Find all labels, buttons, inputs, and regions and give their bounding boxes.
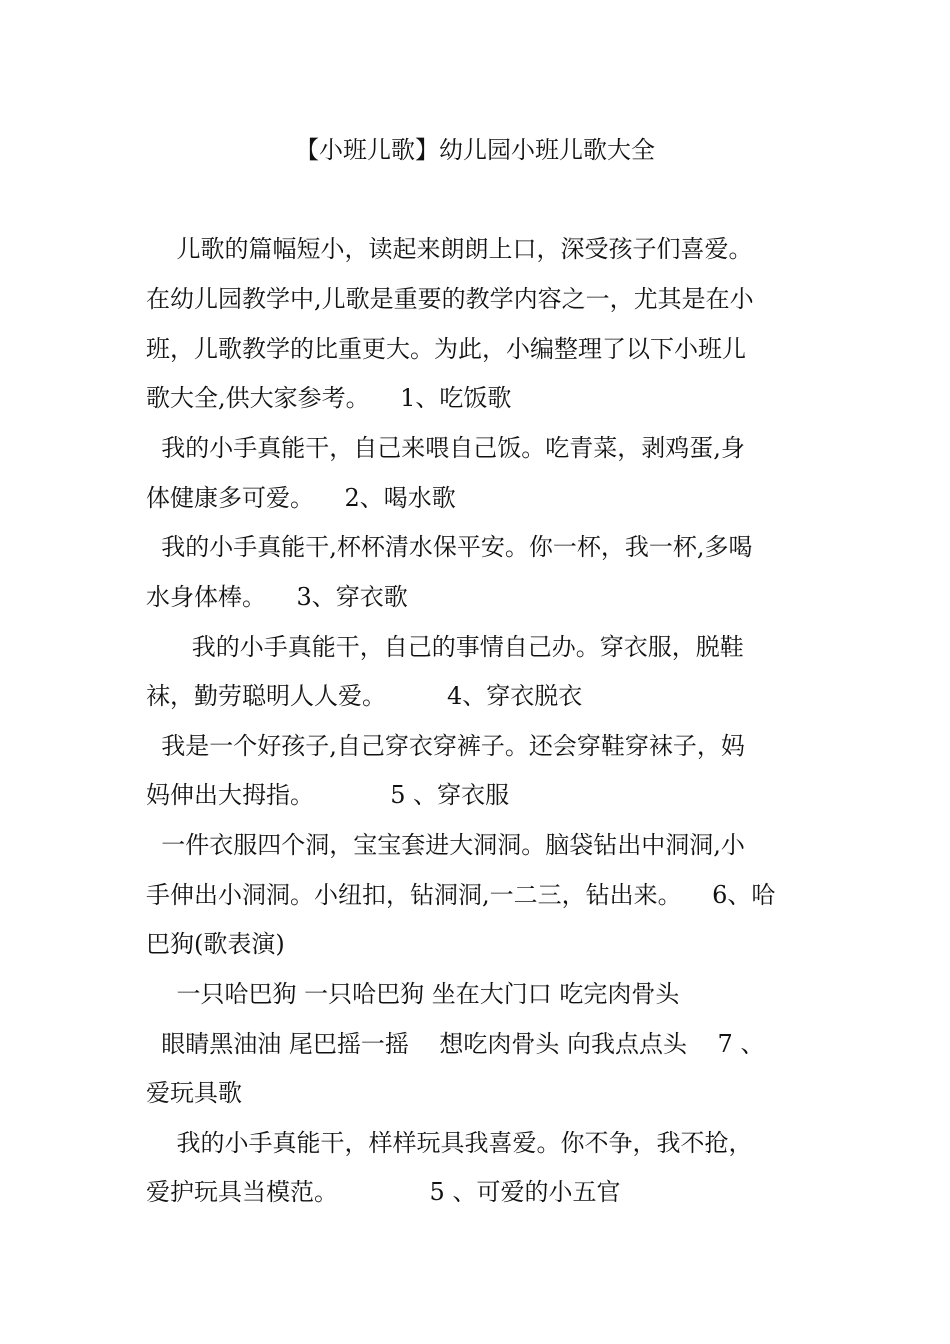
text-line-15: 巴狗(歌表演) xyxy=(146,930,285,958)
text-line-18: 爱玩具歌 xyxy=(146,1079,242,1107)
text-line-4: 歌大全,供大家参考。 1、吃饭歌 xyxy=(146,384,512,412)
document-title: 【小班儿歌】幼儿园小班儿歌大全 xyxy=(295,136,655,164)
text-line-19: 我的小手真能干，样样玩具我喜爱。你不争，我不抢， xyxy=(146,1129,753,1157)
text-line-13: 一件衣服四个洞，宝宝套进大洞洞。脑袋钻出中洞洞,小 xyxy=(146,831,745,859)
text-line-3: 班，儿歌教学的比重更大。为此，小编整理了以下小班儿 xyxy=(146,335,746,363)
text-line-1: 儿歌的篇幅短小，读起来朗朗上口，深受孩子们喜爱。 xyxy=(146,235,753,263)
text-line-8: 水身体棒。 3、穿衣歌 xyxy=(146,583,408,611)
text-line-17: 眼睛黑油油 尾巴摇一摇 想吃肉骨头 向我点点头 7 、 xyxy=(146,1030,765,1058)
text-line-12: 妈伸出大拇指。 5 、穿衣服 xyxy=(146,781,510,809)
text-line-6: 体健康多可爱。 2、喝水歌 xyxy=(146,484,456,512)
text-line-2: 在幼儿园教学中,儿歌是重要的教学内容之一，尤其是在小 xyxy=(146,285,754,313)
text-line-5: 我的小手真能干，自己来喂自己饭。吃青菜，剥鸡蛋,身 xyxy=(146,434,745,462)
text-line-7: 我的小手真能干,杯杯清水保平安。你一杯，我一杯,多喝 xyxy=(146,533,753,561)
text-line-9: 我的小手真能干，自己的事情自己办。穿衣服，脱鞋 xyxy=(146,633,744,661)
text-line-16: 一只哈巴狗 一只哈巴狗 坐在大门口 吃完肉骨头 xyxy=(146,980,680,1008)
text-line-20: 爱护玩具当模范。 5 、可爱的小五官 xyxy=(146,1178,621,1206)
text-line-11: 我是一个好孩子,自己穿衣穿裤子。还会穿鞋穿袜子，妈 xyxy=(146,732,745,760)
text-line-14: 手伸出小洞洞。小纽扣，钻洞洞,一二三，钻出来。 6、哈 xyxy=(146,881,776,909)
text-line-10: 袜，勤劳聪明人人爱。 4、穿衣脱衣 xyxy=(146,682,583,710)
